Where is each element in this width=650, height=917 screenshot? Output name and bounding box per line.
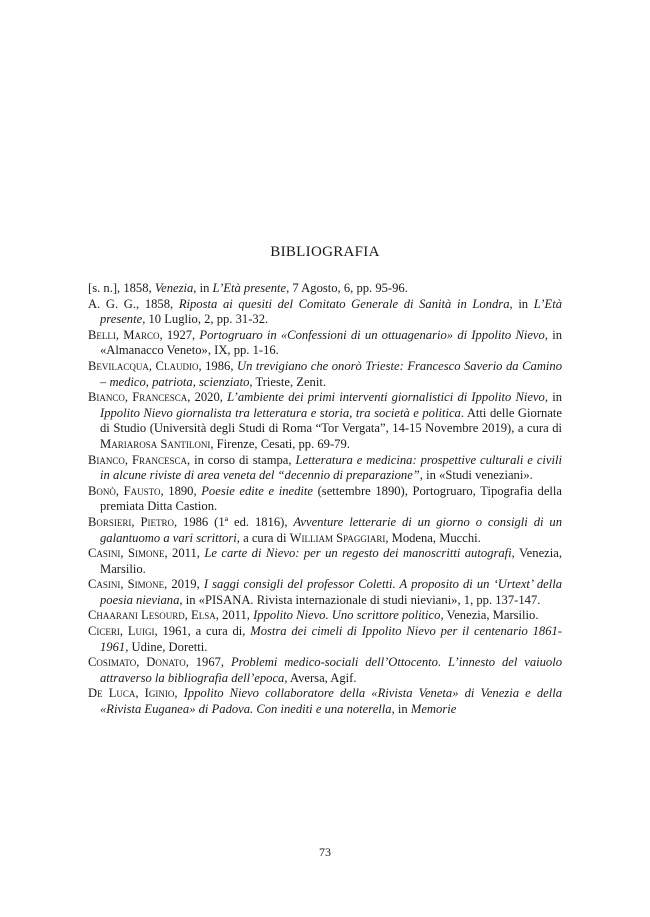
entry-text: , in corso di stampa, xyxy=(187,452,296,467)
author-name: Casini, Simone xyxy=(88,546,165,561)
entry-text: , in xyxy=(544,390,562,405)
author-name: Cosimato, Donato xyxy=(88,655,186,670)
entry-text: , 1890, xyxy=(160,483,202,498)
entry-text: , a cura di xyxy=(236,530,290,545)
title-italic: Ippolito Nievo. Uno scrittore politico xyxy=(253,608,441,623)
title-italic: L’ambiente dei primi interventi giornalistici di Ippolito Nievo xyxy=(227,390,545,405)
bibliography-entry xyxy=(88,359,562,390)
entry-text: , in xyxy=(509,296,534,311)
entry-text: , in xyxy=(193,281,213,295)
entry-text: A. G. G., 1858, xyxy=(88,296,179,311)
entry-text: , Trieste, Zenit. xyxy=(249,374,326,389)
entry-text: , in «PISANA. Rivista internazionale di studi nieviani», 1, pp. 137-147. xyxy=(179,592,541,607)
entry-text: , Venezia, Marsilio. xyxy=(100,546,562,576)
page-number: 73 xyxy=(319,845,331,859)
entry-text: , 1967, xyxy=(185,655,231,670)
author-name: Bianco, Francesca xyxy=(88,390,188,405)
title-italic: I saggi consigli del professor Coletti. A proposito di un ‘Urtext’ della poesia nieviana xyxy=(100,577,563,607)
bibliography-entry xyxy=(88,453,562,484)
entry-text: , 1986 (1ª ed. 1816), xyxy=(173,514,294,529)
title-italic: Avventure letterarie di un giorno o consigli di un galantuomo a vari scrittori xyxy=(100,514,562,545)
title-italic: Un trevigiano che onorò Trieste: Francesco Saverio da Camino – medico, patriota, scienziato xyxy=(100,358,563,389)
title-italic: L’Età presente xyxy=(212,281,287,295)
author-name: Casini, Simone xyxy=(88,577,165,592)
entry-text: , 2019, xyxy=(164,577,204,592)
bibliography-entry xyxy=(88,624,562,655)
title-italic: Mostra dei cimeli di Ippolito Nievo per il centenario 1861-1961 xyxy=(100,624,562,654)
entry-text: (settembre 1890), Portogruaro, Tipografia della premiata Ditta Castion. xyxy=(100,483,562,514)
entry-text: , Modena, Mucchi. xyxy=(385,530,481,545)
title-italic: Ippolito Nievo giornalista tra letteratura e storia, tra società e politica xyxy=(100,405,461,420)
author-name: Mariarosa Santiloni xyxy=(100,436,211,451)
title-italic: Letteratura e medicina: prospettive culturali e civili in alcune riviste di area veneta del “decennio di preparazione” xyxy=(100,452,562,483)
author-name: Bianco, Francesca xyxy=(88,452,187,467)
bibliography-entry xyxy=(88,655,562,686)
entry-text: , Firenze, Cesati, pp. 69-79. xyxy=(210,436,350,451)
author-name: Borsieri, Pietro xyxy=(88,514,174,529)
entry-text: , in «Almanacco Veneto», IX, pp. 1-16. xyxy=(100,327,563,358)
author-name: William Spaggiari xyxy=(289,530,386,545)
entry-text: , xyxy=(174,686,184,701)
title-italic: Ippolito Nievo collaboratore della «Rivista Veneta» di Venezia e della «Rivista Euganea» di Padova. Con inediti e una noterella xyxy=(100,686,562,717)
entry-text: , 2011, xyxy=(215,608,254,623)
entry-text: , in xyxy=(391,702,411,717)
title-italic: Riposta ai quesiti del Comitato Generale di Sanità in Londra xyxy=(178,296,510,311)
title-italic: Poesie edite e inedite xyxy=(201,483,313,498)
entry-text: , 1927, xyxy=(159,327,200,342)
author-name: Belli, Marco xyxy=(88,327,160,342)
entry-text: , Aversa, Agif. xyxy=(284,670,357,685)
title-italic: Venezia xyxy=(154,281,194,295)
title-italic: Problemi medico-sociali dell’Ottocento. L’innesto del vaiuolo attraverso la bibliografia dell’epoca xyxy=(100,655,563,685)
author-name: Bevilacqua, Claudio xyxy=(88,358,199,373)
entry-text: , 1961, a cura di, xyxy=(154,624,251,639)
entry-text: , 2020, xyxy=(187,390,228,405)
entry-text: , 10 Luglio, 2, pp. 31-32. xyxy=(142,312,269,327)
bibliography-entry xyxy=(88,297,562,328)
entry-text: , 1986, xyxy=(198,358,237,373)
entry-text: , in «Studi veneziani». xyxy=(419,468,533,483)
entry-text: , 7 Agosto, 6, pp. 95-96. xyxy=(286,281,408,295)
entry-text: , Udine, Doretti. xyxy=(125,639,208,654)
bibliography-entry xyxy=(88,546,562,577)
bibliography-entry xyxy=(88,577,562,608)
title-italic: Memorie xyxy=(410,702,457,717)
bibliography-entry xyxy=(88,686,562,717)
bibliography-entry xyxy=(88,515,562,546)
author-name: Chaarani Lesourd, Elsa xyxy=(88,608,216,623)
bibliography-entry xyxy=(88,390,562,452)
bibliography-entry xyxy=(88,608,562,624)
bibliography-entry xyxy=(88,328,562,359)
entry-text: , Venezia, Marsilio. xyxy=(440,608,539,623)
entry-text: , 2011, xyxy=(164,546,205,561)
title-italic: Le carte di Nievo: per un regesto dei manoscritti autografi xyxy=(204,546,512,561)
author-name: De Luca, Iginio xyxy=(88,686,175,701)
title-italic: L’Età presente xyxy=(100,296,562,327)
title-italic: Portogruaro in «Confessioni di un ottuagenario» di Ippolito Nievo xyxy=(199,327,545,342)
author-name: Bonò, Fausto xyxy=(88,483,161,498)
page-title: BIBLIOGRAFIA xyxy=(270,244,380,260)
bibliography-list xyxy=(88,281,562,718)
bibliography-entry xyxy=(88,484,562,515)
bibliography-entry xyxy=(88,281,562,297)
entry-text: . Atti delle Giornate di Studio (Università degli Studi di Roma “Tor Vergata”, 14-15 Novembre 2019), a cura di xyxy=(100,405,562,436)
author-name: Ciceri, Luigi xyxy=(88,624,155,639)
entry-text: [s. n.], 1858, xyxy=(88,281,155,295)
